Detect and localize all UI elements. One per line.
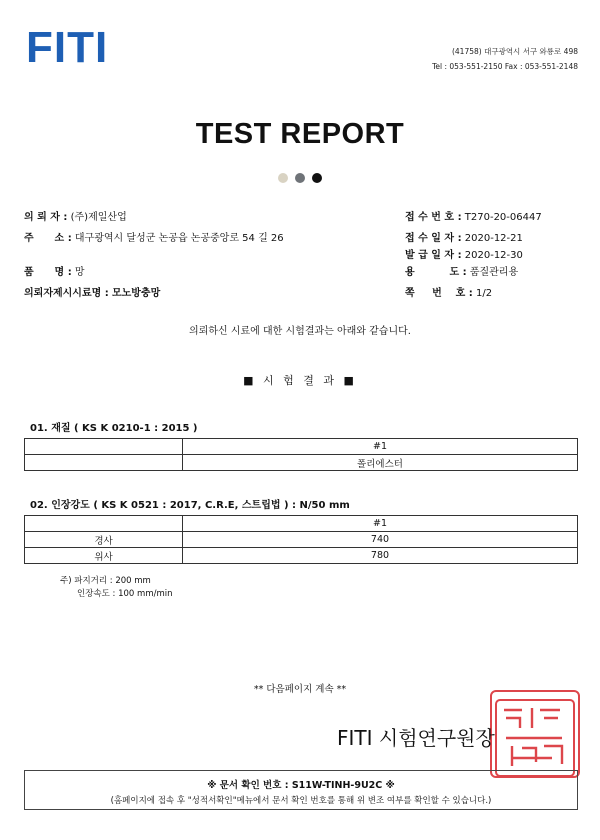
receipt-date-label: 접 수 일 자 : [405,233,462,244]
issue-date-label: 발 급 일 자 : [405,250,462,261]
table-row [25,516,578,532]
purpose-row [405,267,518,279]
official-seal [490,690,580,778]
receipt-no-value: T270-20-06447 [464,212,542,223]
test2-title: 02. 인장강도 ( KS K 0521 : 2017, C.R.E, 스트립법 ) : N/50 mm [30,500,350,511]
table-cell-empty [25,439,183,455]
note-grip-distance: 주) 파지거리 : 200 mm [60,576,151,586]
table-row-label: 위사 [25,548,183,564]
contact-line: Tel : 053-551-2150 Fax : 053-551-2148 [432,62,578,71]
address-row [24,233,284,245]
dot-beige [278,173,288,183]
fiti-logo: FITI [26,23,109,72]
test1-table [24,438,578,471]
receipt-no-label: 접 수 번 호 : [405,212,462,223]
purpose-label: 용 도 : [405,267,467,278]
confirm-instruction: (홈페이지에 접속 후 "성적서확인"메뉴에서 문서 확인 번호를 통해 위 변조 여부를 확인할 수 있습니다.) [110,796,492,806]
client-row [24,212,127,224]
table-cell-empty [25,516,183,532]
seal-graphic [492,696,578,780]
table-value-cell: 740 [183,532,578,548]
results-heading: ■ 시 험 결 과 ■ [243,374,357,387]
page-row [405,288,492,300]
table-value-cell: 폴리에스터 [183,455,578,471]
address-label: 주 소 : [24,233,72,244]
item-label: 품 명 : [24,267,72,278]
table-value-cell: 780 [183,548,578,564]
client-value: (주)제일산업 [70,212,127,223]
table-cell-empty [25,455,183,471]
confirm-number: ※ 문서 확인 번호 : S11W-TINH-9U2C ※ [207,780,395,791]
table-row [25,532,578,548]
purpose-value: 품질관리용 [469,267,519,278]
table-header-cell: #1 [183,439,578,455]
table-row [25,548,578,564]
header-address-block [432,44,578,74]
address-value: 대구광역시 달성군 논공읍 논공중앙로 54 길 26 [74,233,284,244]
document-confirm-box [24,770,578,810]
sample-label: 의뢰자제시시료명 : [24,288,109,299]
note-tensile-speed: 인장속도 : 100 mm/min [77,589,173,599]
dot-black [312,173,322,183]
intro-text: 의뢰하신 시료에 대한 시험결과는 아래와 같습니다. [189,326,411,337]
issue-date-value: 2020-12-30 [464,250,523,261]
address-line: (41758) 대구광역시 서구 와룡로 498 [451,47,578,56]
receipt-no-row [405,212,542,224]
table-header-cell: #1 [183,516,578,532]
receipt-date-row [405,233,523,245]
test2-table [24,515,578,564]
page-label: 쪽 번 호 : [405,288,473,299]
item-value: 망 [74,267,85,278]
client-label: 의 뢰 자 : [24,212,68,223]
institute-signature: FITI 시험연구원장 [337,726,495,750]
table-row-label: 경사 [25,532,183,548]
report-title: TEST REPORT [195,118,405,150]
page-value: 1/2 [475,288,493,299]
table-row [25,455,578,471]
sample-row [24,288,160,300]
dot-gray [295,173,305,183]
sample-value: 모노방충망 [111,288,161,299]
issue-date-row [405,250,523,262]
item-row [24,267,85,279]
test1-title: 01. 재질 ( KS K 0210-1 : 2015 ) [30,423,198,434]
decorative-dots [0,173,600,183]
receipt-date-value: 2020-12-21 [464,233,523,244]
continue-notice: ** 다음페이지 계속 ** [253,684,347,695]
table-row [25,439,578,455]
